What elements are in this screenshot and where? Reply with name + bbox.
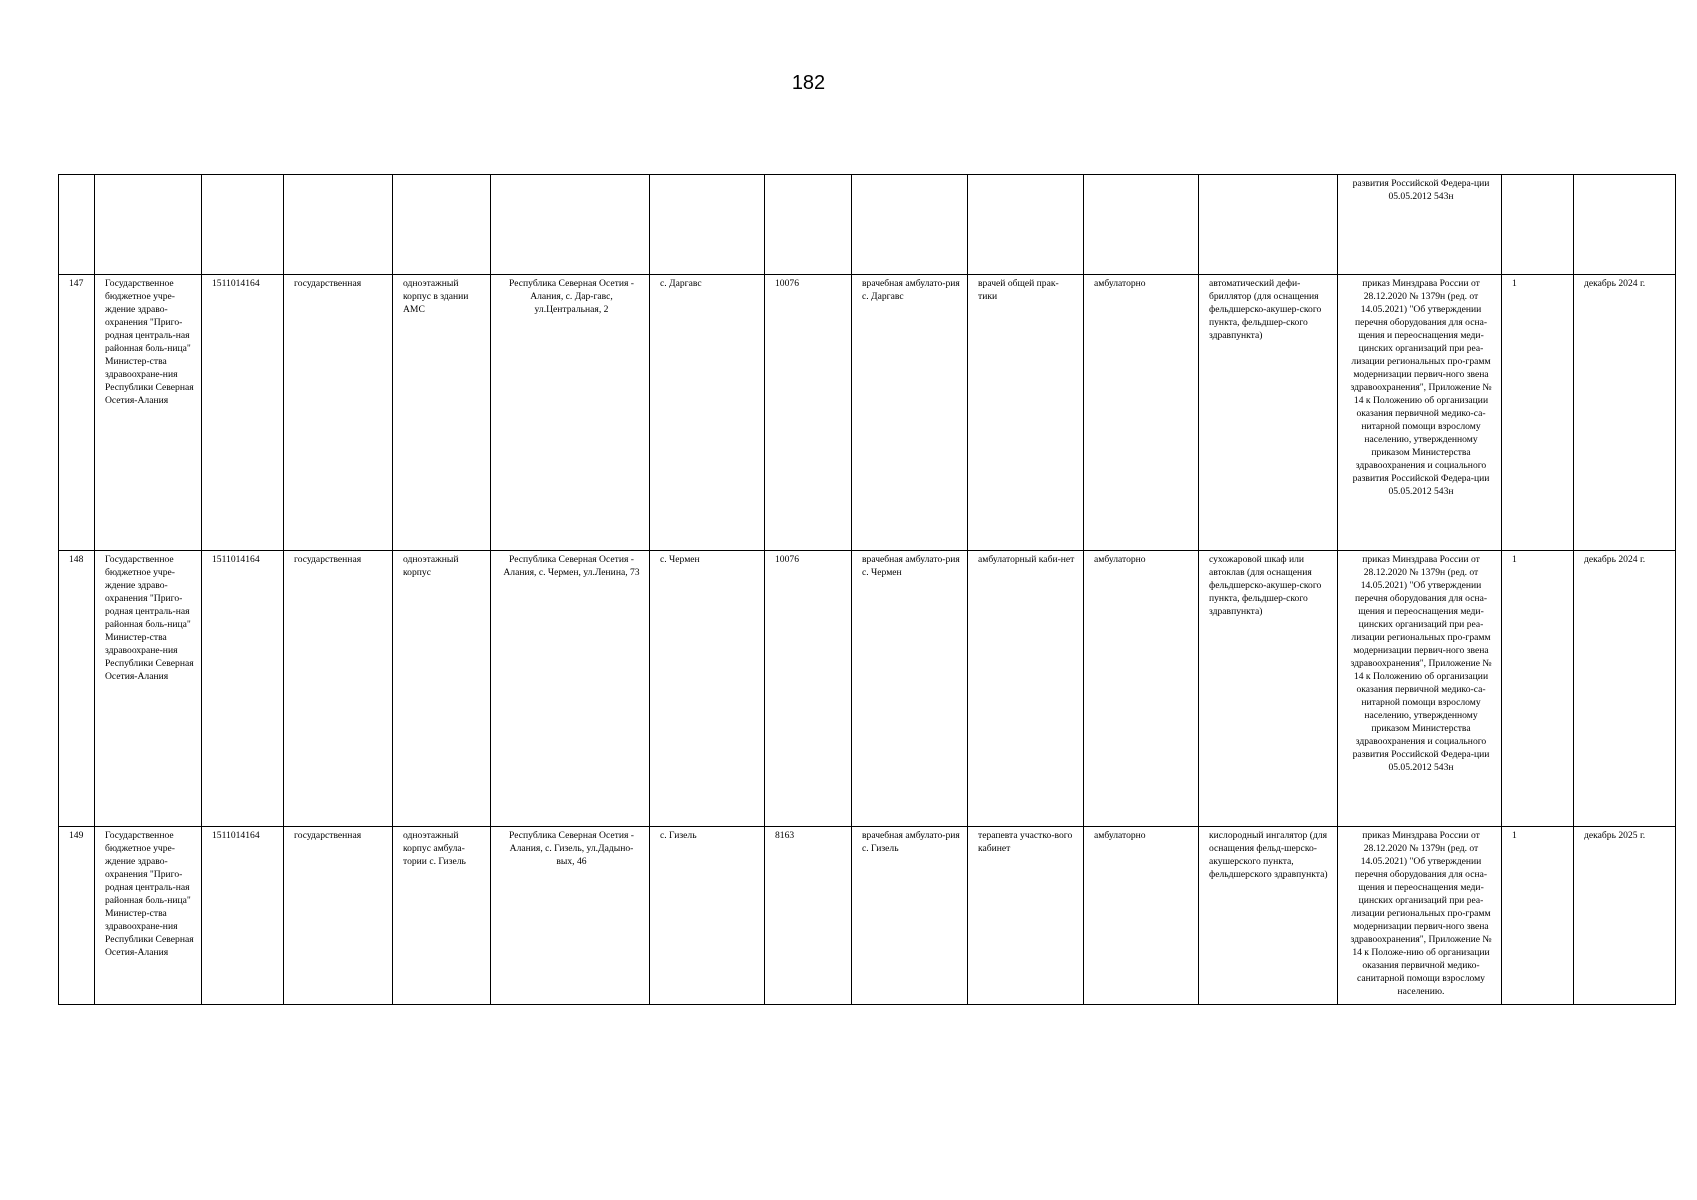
- cell-department: терапевта участко-вого кабинет: [968, 827, 1084, 1005]
- cell-deadline: декабрь 2024 г.: [1574, 551, 1676, 827]
- cell-ownership: государственная: [284, 275, 393, 551]
- cell-law: приказ Минздрава России от 28.12.2020 № 1379н (ред. от 14.05.2021) "Об утверждении перечня оборудования для осна-щения и переоснащения меди-цинских организаций при реа-лизации региональных про-грамм модернизации первич-ного звена здравоохранения", Приложение № 14 к Положению об организации оказания первичной медико-са-нитарной помощи взрослому населению, утвержденному приказом Министерства здравоохранения и социального развития Российской Федера-ции 05.05.2012 543н: [1338, 551, 1502, 827]
- cell-org: Государственное бюджетное учре-ждение здраво-охранения "Приго-родная централь-ная районная боль-ница" Министер-ства здравоохране-ния Республики Северная Осетия-Алания: [95, 827, 202, 1005]
- cell-building: одноэтажный корпус амбула-тории с. Гизель: [393, 827, 491, 1005]
- cell-care: [1084, 175, 1199, 275]
- cell-org: [95, 175, 202, 275]
- cell-facility: врачебная амбулато-рия с. Чермен: [852, 551, 968, 827]
- page-number: 182: [791, 72, 826, 94]
- cell-facility: [852, 175, 968, 275]
- cell-ownership: [284, 175, 393, 275]
- table-row: [59, 827, 1676, 1005]
- cell-num: 147: [59, 275, 95, 551]
- cell-num: [59, 175, 95, 275]
- cell-law: приказ Минздрава России от 28.12.2020 № 1379н (ред. от 14.05.2021) "Об утверждении перечня оборудования для осна-щения и переоснащения меди-цинских организаций при реа-лизации региональных про-грамм модернизации первич-ного звена здравоохранения", Приложение № 14 к Положению об организации оказания первичной медико-са-нитарной помощи взрослому населению, утвержденному приказом Министерства здравоохранения и социального развития Российской Федера-ции 05.05.2012 543н: [1338, 275, 1502, 551]
- table-row-continuation: [59, 175, 1676, 275]
- cell-settlement: с. Чермен: [650, 551, 765, 827]
- cell-building: одноэтажный корпус: [393, 551, 491, 827]
- equipment-table: [58, 174, 1676, 1005]
- cell-deadline: декабрь 2024 г.: [1574, 275, 1676, 551]
- cell-qty: 1: [1502, 551, 1574, 827]
- cell-care: амбулаторно: [1084, 827, 1199, 1005]
- cell-deadline: [1574, 175, 1676, 275]
- cell-department: [968, 175, 1084, 275]
- cell-org: Государственное бюджетное учре-ждение здраво-охранения "Приго-родная централь-ная районная боль-ница" Министер-ства здравоохране-ния Республики Северная Осетия-Алания: [95, 551, 202, 827]
- cell-qty: [1502, 175, 1574, 275]
- cell-care: амбулаторно: [1084, 551, 1199, 827]
- cell-equipment: [1199, 175, 1338, 275]
- cell-inn: 1511014164: [202, 827, 284, 1005]
- cell-law: приказ Минздрава России от 28.12.2020 № 1379н (ред. от 14.05.2021) "Об утверждении перечня оборудования для осна-щения и переоснащения меди-цинских организаций при реа-лизации региональных про-грамм модернизации первич-ного звена здравоохранения", Приложение № 14 к Положе-нию об организации оказания первичной медико-санитарной помощи взрослому населению.: [1338, 827, 1502, 1005]
- cell-ownership: государственная: [284, 551, 393, 827]
- cell-department: врачей общей прак-тики: [968, 275, 1084, 551]
- cell-population: 10076: [765, 275, 852, 551]
- cell-population: 10076: [765, 551, 852, 827]
- cell-org: Государственное бюджетное учре-ждение здраво-охранения "Приго-родная централь-ная районная боль-ница" Министер-ства здравоохране-ния Республики Северная Осетия-Алания: [95, 275, 202, 551]
- cell-building: одноэтажный корпус в здании АМС: [393, 275, 491, 551]
- cell-address: Республика Северная Осетия - Алания, с. Дар-гавс, ул.Центральная, 2: [491, 275, 650, 551]
- cell-population: 8163: [765, 827, 852, 1005]
- cell-address: Республика Северная Осетия - Алания, с. Гизель, ул.Дадыно-вых, 46: [491, 827, 650, 1005]
- cell-building: [393, 175, 491, 275]
- cell-equipment: автоматический дефи-бриллятор (для оснащения фельдшерско-акушер-ского пункта, фельдшер-ского здравпункта): [1199, 275, 1338, 551]
- cell-facility: врачебная амбулато-рия с. Гизель: [852, 827, 968, 1005]
- table-row: [59, 275, 1676, 551]
- cell-facility: врачебная амбулато-рия с. Даргавс: [852, 275, 968, 551]
- cell-num: 148: [59, 551, 95, 827]
- cell-inn: 1511014164: [202, 551, 284, 827]
- cell-equipment: сухожаровой шкаф или автоклав (для оснащения фельдшерско-акушер-ского пункта, фельдшер-ского здравпункта): [1199, 551, 1338, 827]
- table-row: [59, 551, 1676, 827]
- cell-ownership: государственная: [284, 827, 393, 1005]
- cell-qty: 1: [1502, 275, 1574, 551]
- cell-department: амбулаторный каби-нет: [968, 551, 1084, 827]
- cell-address: Республика Северная Осетия - Алания, с. Чермен, ул.Ленина, 73: [491, 551, 650, 827]
- cell-equipment: кислородный ингалятор (для оснащения фельд-шерско-акушерского пункта, фельдшерского здравпункта): [1199, 827, 1338, 1005]
- cell-address: [491, 175, 650, 275]
- cell-care: амбулаторно: [1084, 275, 1199, 551]
- cell-population: [765, 175, 852, 275]
- cell-qty: 1: [1502, 827, 1574, 1005]
- cell-inn: [202, 175, 284, 275]
- cell-settlement: [650, 175, 765, 275]
- cell-settlement: с. Даргавс: [650, 275, 765, 551]
- cell-num: 149: [59, 827, 95, 1005]
- cell-inn: 1511014164: [202, 275, 284, 551]
- cell-settlement: с. Гизель: [650, 827, 765, 1005]
- cell-deadline: декабрь 2025 г.: [1574, 827, 1676, 1005]
- cell-law: развития Российской Федера-ции 05.05.2012 543н: [1338, 175, 1502, 275]
